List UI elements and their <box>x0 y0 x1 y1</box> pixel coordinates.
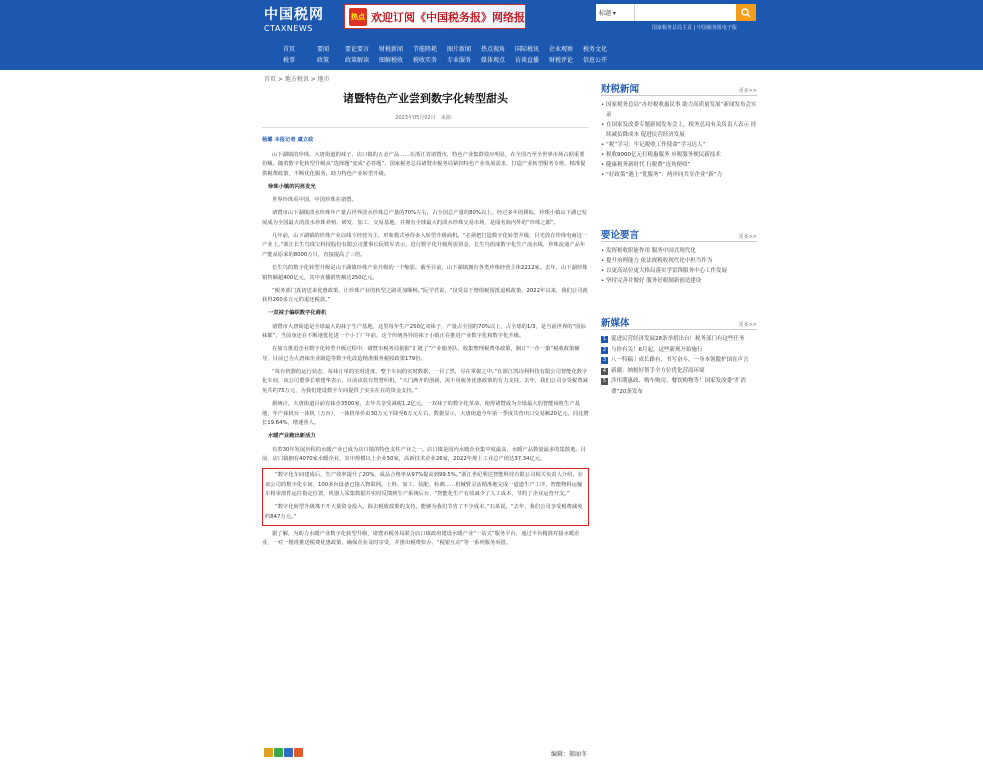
sidebar-media-section <box>601 314 757 397</box>
article-paragraph: 诸暨市山下湖镇淡水珍珠年产量占世界淡水珍珠总产量的70%左右，占全国总产量的80%以上。经过多年的耕耘，珍珠小镇山下湖已发展成为全国最大的淡水珍珠养殖、研发、加工、交易基地，并拥有全球最大的淡水珍珠交易市场，是闻名海内外的“珍珠之都”。 <box>262 210 587 226</box>
banner-text: 欢迎订阅《中国税务报》网络报 <box>371 10 525 24</box>
article-paragraph: 诸暨市大唐街道是全球最大的袜子生产基地，这里每年生产250亿双袜子，产量占全国的70%以上，占全球的1/3，是当前世界的“国际袜都”，当前身还在不断地优化进一个小丁厂年前，这个传统各异的袜子小镇正在推进产业数字化和数字化升级。 <box>262 323 586 340</box>
article-body <box>262 136 589 552</box>
article-paragraph: 山下湖镇的珍珠、大唐街道的袜子、店口镇的五金产品……在浙江省诸暨市，特色产业集群效应明显，在全国乃至全世界市场占据重要份额。随着数字化转型升级从“选择题”变成“必答题”，国家税务总局诸暨市税务局紧扣特色产业发展需求，打造产业转型服务专班，精准提供税费政策，不断优化服务，助力特色产业转型升级。 <box>262 151 586 177</box>
nav-item[interactable]: 国际税讯 <box>514 46 539 53</box>
news-link[interactable]: • “税”学习：牢记税收工作使命“学习达人” <box>601 140 757 150</box>
article-paragraph: “数字化转型升级离不开大量资金投入，除去税收政策的支持，能够为我们节省了不少成本。”石某说，“去年，我们公司享受税费减免约847万元。” <box>265 504 583 520</box>
media-link[interactable] <box>601 376 757 397</box>
article-paragraph: 据了解，为助力水暖产业数字化转型升级，诸暨市税务局联合店口镇政府建设水暖产业“一站式”服务平台，通过平台精准对接水暖企业，一对一精准推送税费优惠政策，确保企业及时享受，并推出税费快办、“税银互动”等一系列服务举措。 <box>262 530 580 547</box>
rank-badge: 1 <box>602 336 607 342</box>
article-subheading: 水暖产业跑出新活力 <box>268 433 316 440</box>
rank-badge: 4 <box>602 367 607 374</box>
nav-item[interactable]: 税收实务 <box>412 57 437 64</box>
nav-item[interactable]: 企业观察 <box>548 46 573 53</box>
news-link[interactable]: • “好政策”遇上“优服务”：两岸同共享企业“新”力 <box>601 170 757 180</box>
news-link[interactable]: • 国家税务总局“办好税收惠民事 助力高质量发展”新闻发布会实录 <box>601 100 757 120</box>
highlighted-section <box>262 468 589 526</box>
article-subheading: 珍珠小镇的闪亮发光 <box>268 183 316 190</box>
article-paragraph: “数字化车间建成后，生产效率提升了20%，成品合格率从97%提高到99.5%。”浙江世纪利达智能科技有限公司相关负责人介绍。在该公司的数字化车间，100多台设备已接入物联网。上料、加工、装配、检测……机械臂灵活精准地完成一道道生产工序，智能物料运输车将零部件运往指定位置，机器人采集数据并实时反馈到生产系统后台，“智能化生产有效减少了人工成本，节约了企业运营开支。” <box>265 472 584 498</box>
article-subheading: 一双袜子编织数字化商机 <box>268 310 327 317</box>
search-input[interactable] <box>637 6 733 20</box>
news-link[interactable]: • 健康税务新时代 行税费“连角便收” <box>601 160 757 170</box>
article-byline: 杨璐 本报记者 虞立政 <box>262 137 314 143</box>
opinion-link[interactable]: • 发挥税收职能作用 服务中国式现代化 <box>601 246 757 256</box>
nav-item[interactable]: 专业服务 <box>446 57 471 64</box>
nav-item[interactable]: 要闻 <box>316 46 329 53</box>
article-paragraph: 世界珍珠看中国，中国珍珠在诸暨。 <box>272 196 357 203</box>
site-logo[interactable] <box>264 4 324 33</box>
media-link[interactable] <box>601 334 757 345</box>
nav-item[interactable]: 要论要言 <box>344 46 369 53</box>
article-paragraph: “每台机器的运行状态、每袜订单的实时进度、整个车间的实时数据，一目了然，尽在掌握之中。”在浙江凯诗利科技有限公司智能化数字化车间，该公司董事长蔡建华表示，目前该装有智慧织机、“大门满开的创新，需不用税务优惠政策的有力支持。去年，我们公司享受税费减免共约75万元，为我们建设数字车间提供了实实在在的资金支持。” <box>262 368 588 395</box>
breadcrumb[interactable]: 首页 > 地方税讯 > 地市 <box>264 76 330 83</box>
media-link-text: 促进民营经济发展28条举措出台！税务部门有这些任务 <box>611 336 745 342</box>
share-qzone-icon[interactable] <box>264 748 273 757</box>
share-bar <box>264 748 304 757</box>
media-link-text: 涉伟期惠政、购车购房、餐饮购物等！国家发改委“扩消费”20条发布 <box>611 378 746 395</box>
nav-item[interactable]: 财税新闻 <box>378 46 403 53</box>
article-paragraph: 有着30年发展历程的水暖产业已成为店口镇的特色支柱产业之一。店口镇是国内水暖企业集中度最高、水暖产品数量最多的集散地。目前，店口镇拥有4070家水暖企业，其中规模以上企业50家，高新技术企业26家，2022年规上工业总产值达37.34亿元。 <box>262 446 586 463</box>
subscribe-banner[interactable] <box>344 4 526 29</box>
share-wechat-icon[interactable] <box>274 748 283 757</box>
rank-badge: 2 <box>602 346 607 353</box>
nav-item[interactable]: 首页 <box>282 46 295 53</box>
logo-en: CTAXNEWS <box>264 24 313 33</box>
media-link-text: 八一特稿｜成长路有，书写奋斗，一身本领傲护国在声言 <box>611 357 749 363</box>
search-button[interactable] <box>736 4 756 21</box>
search-type-select[interactable]: 标题 ▾ <box>599 4 635 21</box>
share-more-icon[interactable] <box>294 748 303 757</box>
logo-cn: 中国税网 <box>264 7 324 23</box>
section-title[interactable]: 财税新闻 <box>601 84 640 95</box>
nav-item[interactable]: 财税评论 <box>548 57 573 64</box>
banner-badge: 热点 <box>349 8 367 26</box>
opinion-link[interactable]: • 提升治理能力 依法规税收现代化中担当作为 <box>601 256 757 266</box>
more-link[interactable]: 更多>> <box>738 88 757 94</box>
share-weibo-icon[interactable] <box>284 748 293 757</box>
article-paragraph: 据统计，大唐街道目前有袜企3500家，去年共享受减税1.2亿元。一双袜子的数字化革命，使得诸暨成为全球最大的智能袜机生产基地，年产袜机台一体机（万台）、一体机单价由30万元下降至6万元左右。数据显示，大唐街道今年第一季度共营出口交易额20亿元，同比增长19.64%，增速喜人。 <box>262 401 589 427</box>
main-nav <box>272 44 752 66</box>
article-date: 2023年05月02日 来源： <box>395 115 456 121</box>
article-title: 诸暨特色产业尝到数字化转型甜头 <box>343 92 508 105</box>
article-paragraph: 在加力推进企业数字化转型升级过程中，诸暨市税务局依据“汇链了”产业服务队，收集整理税费单政策，制订“一企一策”税收政策辅导，目前已为大唐袜企业制造等数字化改造精准服务税收政策179份。 <box>262 346 580 362</box>
section-title[interactable]: 要论要言 <box>601 230 640 241</box>
nav-item[interactable]: 热点视角 <box>480 46 505 53</box>
editor-credit: 编辑：郝丽冬 <box>550 751 587 758</box>
sidebar-opinion-section <box>601 226 757 286</box>
nav-item[interactable]: 政策解读 <box>344 57 369 64</box>
news-link[interactable]: • 税收9000亿元打税惠服务 应税服务便民新技术 <box>601 150 757 160</box>
opinion-link[interactable]: • 坚持完善并做好 服务好税制新创造建设 <box>601 276 757 286</box>
article-paragraph: 几年前，山下湖镇的珍珠产业以线下经营为主，形象模式亟待多入转型升级商机。“必须把打造数字化转型升级，目光放在珍珠电商这一产业上。”浙江长生鸟珠宝科技股份有限公司董事长阮铁军表示，进行数字化升级所需资金，长生鸟组成数字化生产流水线，珍珠流通产品年产能从原来的8000万只，直接提高了三倍。 <box>262 232 588 258</box>
media-link[interactable] <box>601 366 757 377</box>
rank-badge: 5 <box>602 378 607 384</box>
nav-item[interactable]: 税事 <box>282 57 295 64</box>
search-box <box>596 4 736 21</box>
nav-item[interactable]: 图片新闻 <box>446 46 471 53</box>
media-link-text: 新疆：纳税好帮手全方位优化营商环境 <box>611 367 705 374</box>
media-link[interactable] <box>601 345 757 356</box>
site-header <box>0 0 983 70</box>
search-icon <box>741 8 751 18</box>
nav-item[interactable]: 访谈直播 <box>514 57 539 64</box>
media-link[interactable] <box>601 355 757 366</box>
top-links[interactable]: 国家税务总局主页 | 中国税务报电子版 <box>652 25 737 31</box>
media-link-text: 与你有关！6月起，这些新规开始施行 <box>611 346 703 353</box>
nav-item[interactable]: 政策 <box>316 57 329 64</box>
nav-item[interactable]: 税务文化 <box>582 46 607 53</box>
article-footer <box>262 748 589 760</box>
more-link[interactable]: 更多>> <box>738 234 757 240</box>
opinion-link[interactable]: • 以更高站位更大格局落实学雷锋服务中心工作发展 <box>601 266 757 276</box>
article-paragraph: “税务部门真切送来优惠政策，让珍珠产业的转型之路更加顺畅。”阮学君说，“仅受益于增值税留抵退税政策，2022年以来，我们公司就获得260多万元的退还税款。” <box>262 287 588 304</box>
nav-item[interactable]: 节能降耗 <box>412 46 437 53</box>
divider <box>262 127 589 128</box>
article-paragraph: 长生鸟的数字化转型升级是山下湖镇珍珠产业升级的一个缩影。截至目前，山下湖镇拥有各类珍珠经营主体2212家。去年，山下湖珍珠销售额超400亿元，其中直播销售额达250亿元。 <box>262 265 588 281</box>
sidebar-news-section <box>601 80 757 180</box>
news-link[interactable]: • 在国家发改委专题新闻发布会上，税务总局有关负责人表示 持续减负降成本 促进民营经济发展 <box>601 120 757 140</box>
rank-badge: 3 <box>602 357 607 363</box>
more-link[interactable]: 更多>> <box>738 322 757 328</box>
section-title[interactable]: 新媒体 <box>601 318 630 329</box>
nav-item[interactable]: 媒体观点 <box>480 57 505 64</box>
nav-item[interactable]: 信息公开 <box>582 57 607 64</box>
nav-item[interactable]: 图解税收 <box>378 57 403 64</box>
